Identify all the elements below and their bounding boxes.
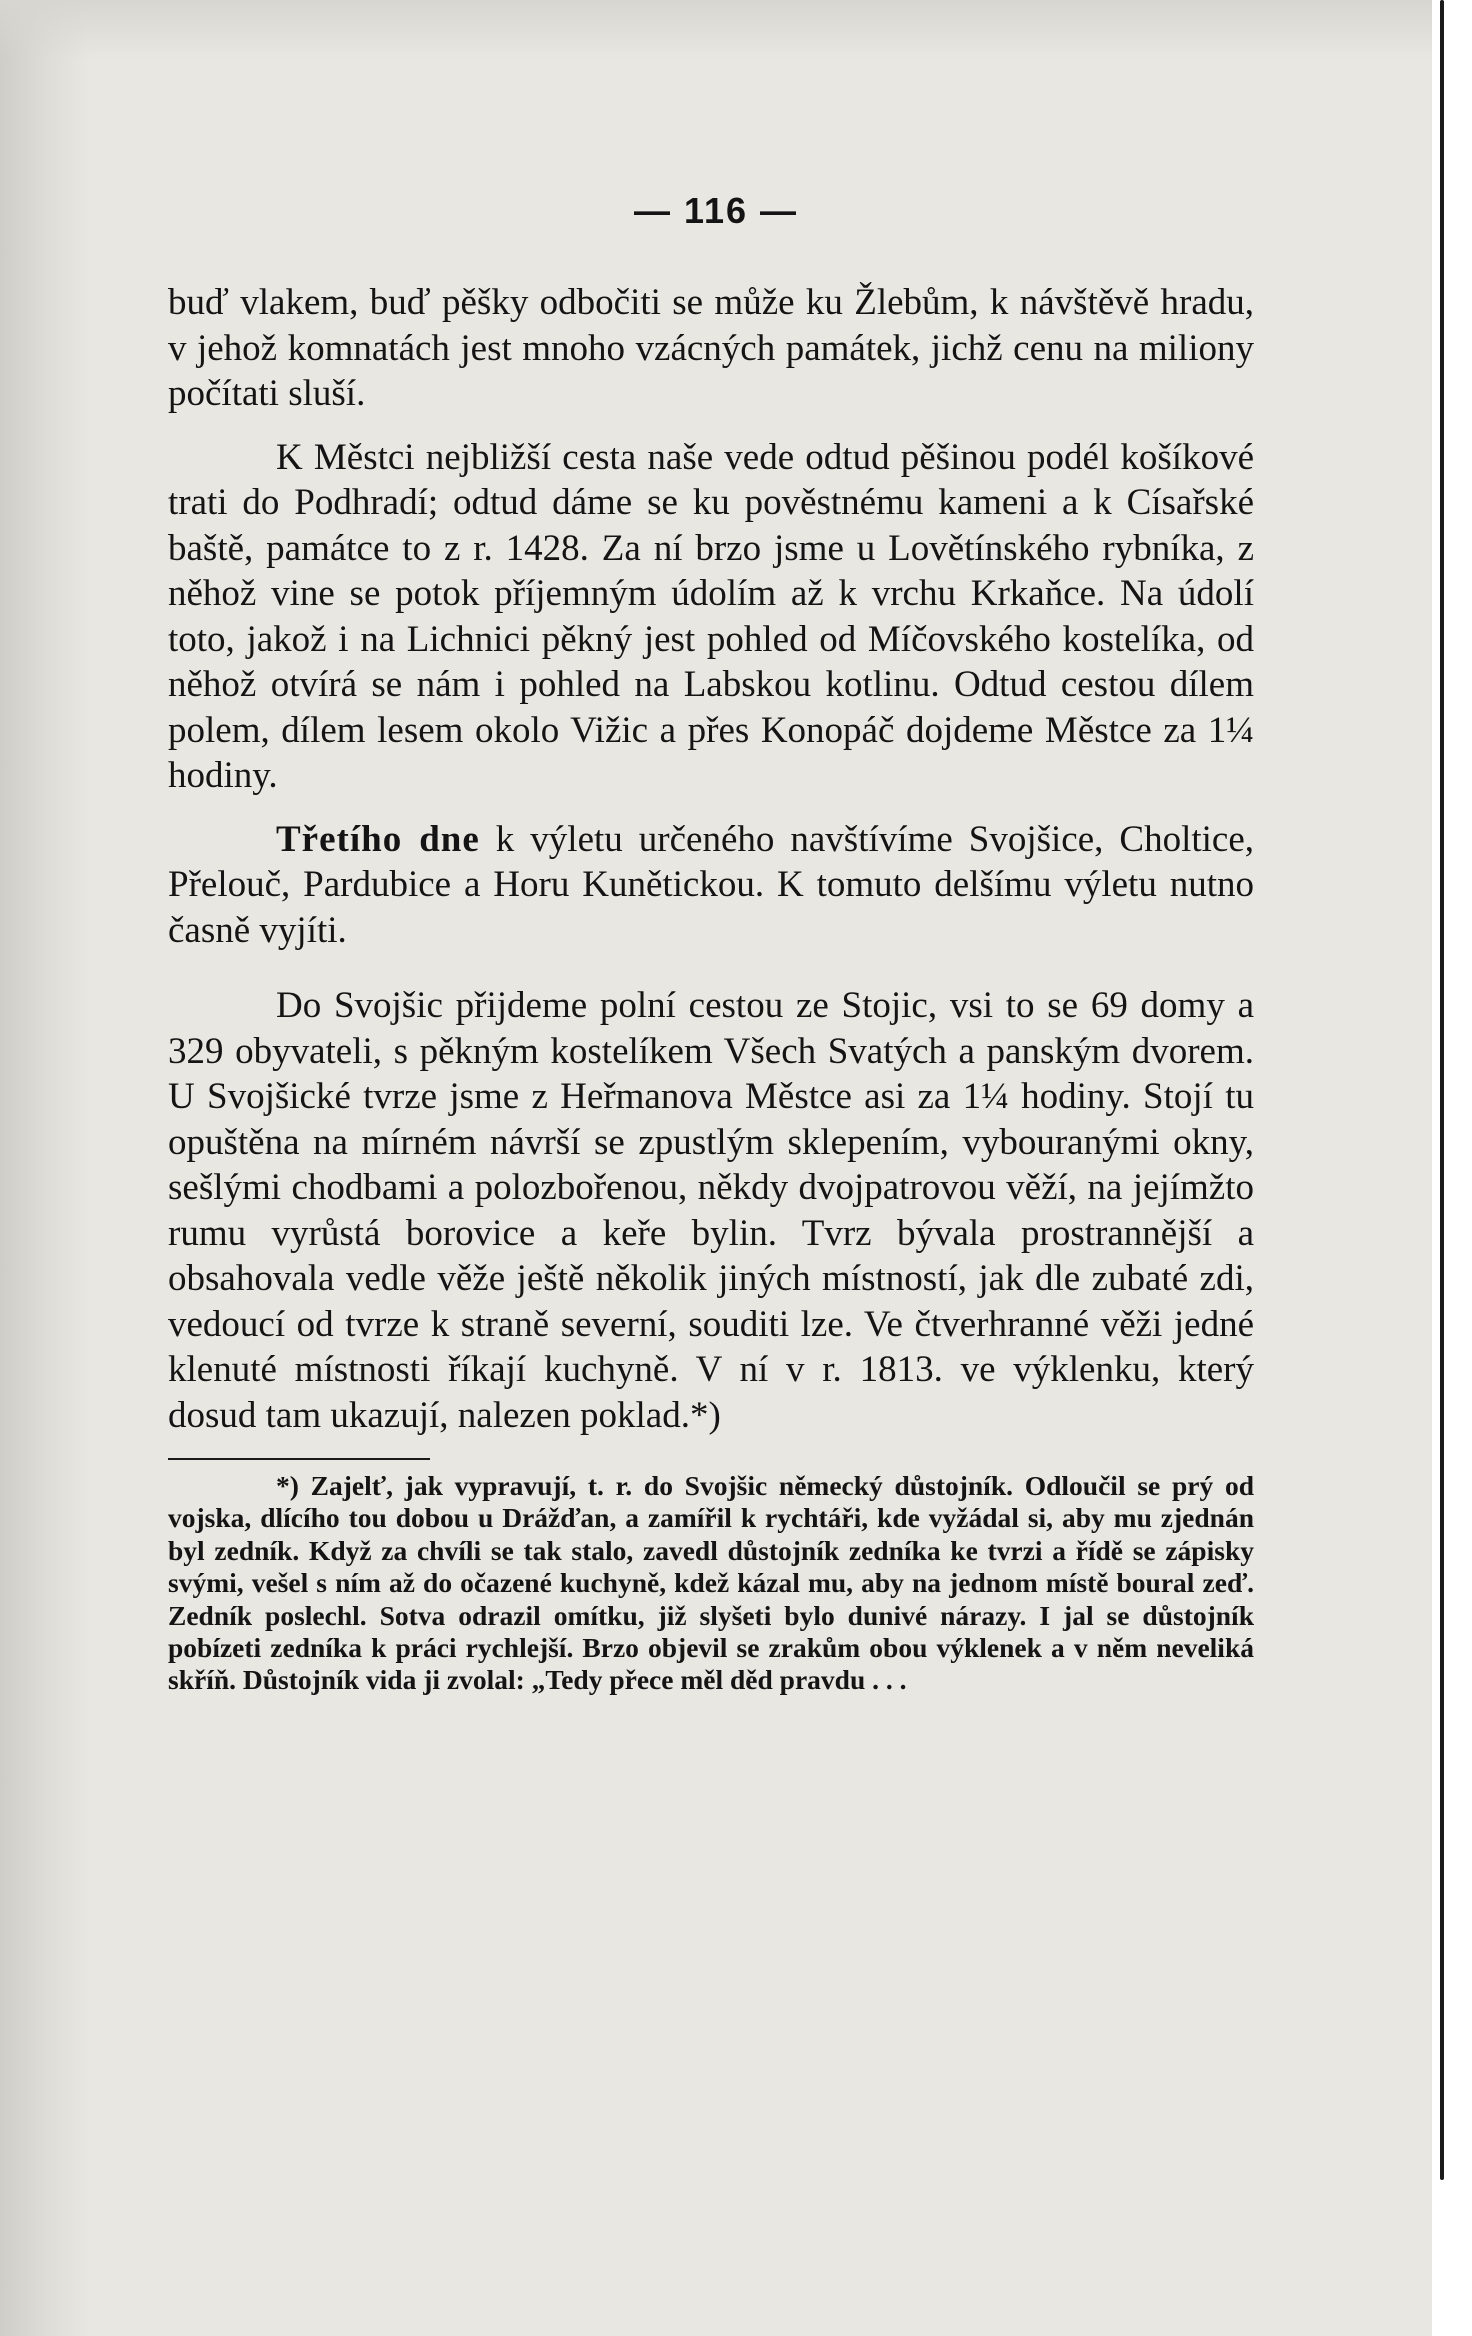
paragraph-3	[168, 817, 1254, 954]
paragraph-2: K Městci nejbližší cesta naše vede odtud pěšinou podél košíkové trati do Podhradí; odtud dáme se ku pověstnému kameni a k Císařské baště, památce to z r. 1428. Za ní brzo jsme u Lovětínského rybníka, z něhož vine se potok příjemným údolím až k vrchu Krkaňce. Na údolí toto, jakož i na Lichnici pěkný jest pohled od Míčovského kostelíka, od něhož otvírá se nám i pohled na Labskou kotlinu. Odtud cestou dílem polem, dílem lesem okolo Vižic a přes Konopáč dojdeme Městce za 1¼ hodiny.	[168, 436, 1254, 796]
paragraph-4: Do Svojšic přijdeme polní cestou ze Stojic, vsi to se 69 domy a 329 obyvateli, s pěkným kostelíkem Všech Svatých a panským dvorem. U Svojšické tvrze jsme z Heřmanova Městce asi za 1¼ hodiny. Stojí tu opuštěna na mírném návrší se zpustlým sklepením, vybouranými okny, sešlými chodbami a polozbořenou, někdy dvojpatrovou věží, na jejímžto rumu vyrůstá borovice a keře bylin. Tvrz bývala prostrannější a obsahovala vedle věže ještě několik jiných místností, jak dle zubaté zdi, vedoucí od tvrze k straně severní, souditi lze. Ve čtverhranné věži jedné klenuté místnosti říkají kuchyně. V ní v r. 1813. ve výklenku, který dosud tam ukazují, nalezen poklad.*)	[168, 985, 1254, 1436]
page-number: — 116 —	[633, 190, 799, 231]
paragraph-3-text: k výletu určeného navštívíme Svojšice, Choltice, Přelouč, Pardubice a Horu Kunětickou. K tomuto delšímu výletu nutno časně vyjíti.	[168, 818, 1255, 951]
footnote-divider	[168, 1458, 430, 1460]
page-edge	[1432, 0, 1472, 2336]
scan-shadow	[0, 0, 90, 2336]
paragraph-3-lead: Třetího dne	[276, 818, 480, 860]
book-page	[168, 190, 1254, 1697]
page-edge-line	[1440, 0, 1444, 2180]
scan-shadow-top	[0, 0, 1472, 60]
paragraph-1: buď vlakem, buď pěšky odbočiti se může ku Žlebům, k návštěvě hradu, v jehož komnatách jest mnoho vzácných památek, jichž cenu na miliony počítati sluší.	[168, 282, 1254, 414]
footnote: *) Zajelť, jak vypravují, t. r. do Svojšic německý důstojník. Odloučil se prý od vojska, dlícího tou dobou u Drážďan, a zamířil k rychtáři, kde vyžádal si, aby mu zjednán byl zedník. Když za chvíli se tak stalo, zavedl důstojník zedníka ke tvrzi a řídě se zápisky svými, vešel s ním až do očazené kuchyně, kdež kázal mu, aby na jednom místě boural zeď. Zedník poslechl. Sotva odrazil omítku, již slyšeti bylo dunivé nárazy. I jal se důstojník pobízeti zedníka k práci rychlejší. Brzo objevil se zrakům obou výklenek a v něm neveliká skříň. Důstojník vida ji zvolal: „Tedy přece měl děd pravdu . . .	[168, 1470, 1254, 1696]
